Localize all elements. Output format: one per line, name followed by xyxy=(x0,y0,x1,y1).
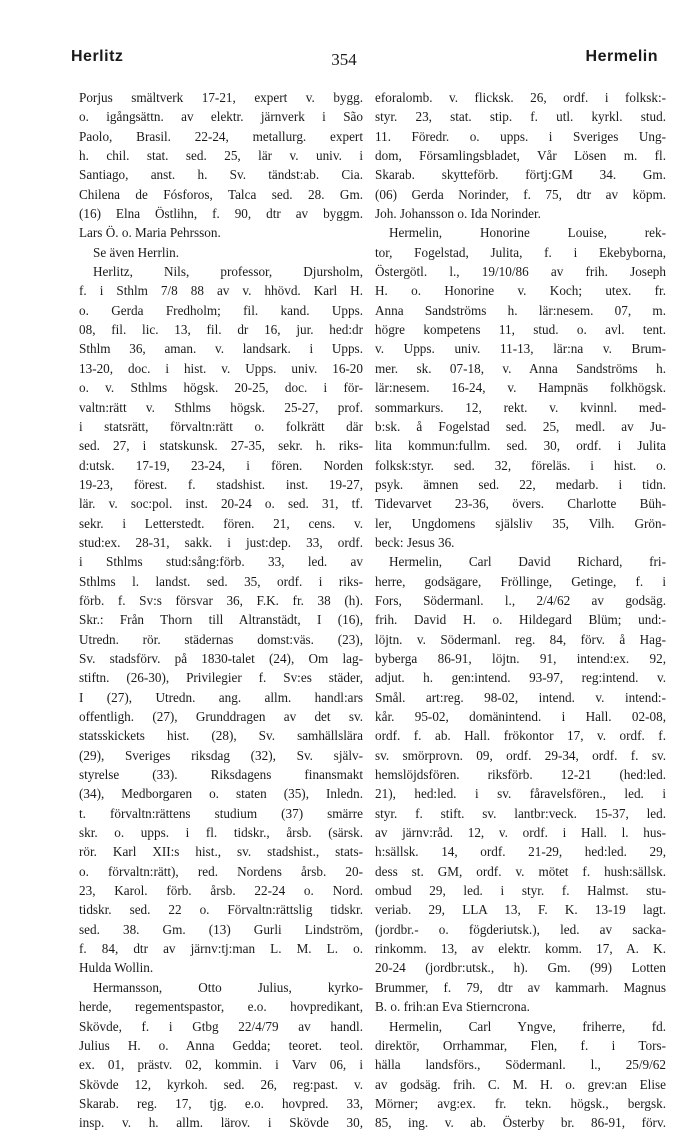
text-line: 19-23, förest. f. stadshist. inst. 19-27, xyxy=(79,476,363,492)
text-line: psyk. ämnen sed. 22, medarb. i tidn. xyxy=(375,476,666,492)
text-line: sekr. i Letterstedt. fören. 21, cens. v. xyxy=(79,515,363,531)
text-line: 85, ing. v. ab. Österby br. 86-91, förv. xyxy=(375,1115,666,1131)
text-line: 11. Föredr. o. upps. i Sveriges Ung- xyxy=(375,128,666,144)
text-line: h. chil. stat. sed. 25, lär v. univ. i xyxy=(79,148,363,164)
text-line: löjtn. v. Södermanl. reg. 84, förv. å Hag- xyxy=(375,631,666,647)
text-line: o. förvaltn:rätt), red. Nordens årsb. 20- xyxy=(79,863,363,879)
text-line: I (27), Utredn. ang. allm. handl:ars xyxy=(79,689,363,705)
text-line: 21), hed:led. i sv. fåravelsfören., led. i xyxy=(375,786,666,802)
text-line: mer. sk. 07-18, v. Anna Sandströms h. xyxy=(375,360,666,376)
text-line: Smål. art:reg. 98-02, intend. v. intend:- xyxy=(375,689,666,705)
text-line: Hermelin, Carl Yngve, friherre, fd. xyxy=(389,1018,666,1034)
text-line: styrelse (33). Riksdagens finansmakt xyxy=(79,767,363,783)
text-line: h:sällsk. 14, ordf. 21-29, hed:led. 29, xyxy=(375,844,666,860)
text-line: Hermelin, Carl David Richard, fri- xyxy=(389,554,666,570)
text-line: Herlitz, Nils, professor, Djursholm, xyxy=(93,264,363,280)
text-line: offentligh. (27), Grunddragen av det sv. xyxy=(79,709,363,724)
text-line: (16) Elna Östlihn, f. 90, dtr av byggm. xyxy=(79,206,363,222)
text-line: högre kompetens 11, stud. o. avl. tent. xyxy=(375,322,666,338)
text-line: Fors, Södermanl. l., 2/4/62 av godsäg. xyxy=(375,592,666,608)
text-line: hemslöjdsfören. riksförb. 12-21 (hed:led. xyxy=(375,767,666,783)
text-line: ordf. f. ab. Hall. frökontor 17, v. ordf. f. xyxy=(375,728,666,744)
text-line: statsskickets hist. (28), Sv. samhällslära xyxy=(79,728,363,744)
text-line: Skövde 12, kyrkoh. sed. 26, reg:past. v. xyxy=(79,1076,363,1092)
text-line: dom, Församlingsbladet, Vår Lösen m. fl. xyxy=(375,148,666,164)
text-line: sed. 38. Gm. (13) Gurli Lindström, xyxy=(79,921,363,937)
text-line: Hermelin, Honorine Louise, rek- xyxy=(389,225,666,241)
text-line: i statsrätt, förvaltn:rätt o. folkrätt där xyxy=(79,418,363,434)
text-line: rinkomm. 13, av elektr. komm. 17, A. K. xyxy=(375,941,666,957)
text-line: Mörner; avg:ex. fr. tekn. högsk., bergsk. xyxy=(375,1095,666,1111)
text-line: herde, regementspastor, e.o. hovpredikant, xyxy=(79,999,363,1015)
text-line: Sv. stadsförv. på 1830-talet (24), Om lag- xyxy=(79,650,363,666)
text-line: stiftn. (26-30), Privilegier f. Sv:es städer, xyxy=(79,670,363,686)
text-line: kår. 95-02, domänintend. i Hall. 02-08, xyxy=(375,709,666,724)
text-line: d:utsk. 17-19, 23-24, i fören. Norden xyxy=(79,457,363,473)
text-line: direktör, Orrhammar, Flen, f. i Tors- xyxy=(375,1037,666,1053)
text-line: rör. Karl XII:s hist., sv. stadshist., stats- xyxy=(79,844,363,860)
text-line: tidskr. sed. 22 o. Förvaltn:rättslig tidskr. xyxy=(79,902,363,918)
text-line: (jordbr.- o. fögderiutsk.), led. av sacka- xyxy=(375,921,666,937)
text-line: sed. 27, i statskunsk. 27-35, sekr. h. riks- xyxy=(79,438,363,454)
text-line: 13-20, doc. i hist. v. Upps. univ. 16-20 xyxy=(79,360,363,376)
text-line: Brummer, f. 79, dtr av kammarh. Magnus xyxy=(375,979,666,995)
text-line: sv. smörprovn. 09, ordf. 29-34, ordf. f. sv. xyxy=(375,747,666,763)
page-number: 354 xyxy=(331,50,357,69)
header-left-word: Herlitz xyxy=(71,48,124,65)
text-line: hälla landsförs., Södermanl. l., 25/9/62 xyxy=(375,1057,666,1073)
text-line: i Sthlms stud:sång:förb. 33, led. av xyxy=(79,554,363,570)
text-line: Chilena de Fósforos, Talca sed. 28. Gm. xyxy=(79,186,363,202)
text-line: Skr.: Från Thorn till Altranstädt, I (16), xyxy=(79,612,363,628)
text-line: o. Gerda Fredholm; fil. kand. Upps. xyxy=(79,302,363,318)
text-line: f. 84, dtr av järnv:tj:man L. M. L. o. xyxy=(79,941,363,957)
text-line: lär:nesem. 16-24, v. Hampnäs folkhögsk. xyxy=(375,380,666,396)
text-line: Santiago, anst. h. Sv. tändst:ab. Cia. xyxy=(79,167,363,183)
text-line: adjut. h. gen:intend. 93-97, reg:intend. v. xyxy=(375,670,666,686)
text-line: av järnv:råd. 12, v. ordf. i Hall. l. hus- xyxy=(375,825,666,841)
text-line: ex. 01, prästv. 02, kommin. i Varv 06, i xyxy=(79,1057,363,1073)
text-line: Se även Herrlin. xyxy=(93,244,180,260)
text-line: dess st. GM, ordf. v. mötet f. hush:sällsk. xyxy=(375,863,666,879)
header-right-word: Hermelin xyxy=(585,48,658,65)
text-line: eforalomb. v. flicksk. 26, ordf. i folksk:- xyxy=(375,90,666,105)
text-line: Anna Sandströms h. lär:nesem. 07, m. xyxy=(375,302,666,318)
text-line: valtn:rätt v. Sthlms högsk. 25-27, prof. xyxy=(79,399,363,415)
text-line: ombud 29, led. i styr. f. Halmst. stu- xyxy=(375,883,666,899)
text-line: lita kommun:fullm. sed. 30, ordf. i Julita xyxy=(375,438,666,454)
right-column xyxy=(375,88,666,1133)
text-line: 08, fil. lic. 13, fil. dr 16, jur. hed:dr xyxy=(79,322,363,338)
text-line: styr. f. stift. sv. lantbr:veck. 15-37, led. xyxy=(375,805,666,821)
text-line: Julius H. o. Anna Gedda; teoret. teol. xyxy=(79,1037,363,1053)
text-line: 23, Karol. förb. årsb. 22-24 o. Nord. xyxy=(79,883,363,899)
text-line: o. v. Sthlms högsk. 20-25, doc. i för- xyxy=(79,380,363,396)
text-line: tor, Fogelstad, Julita, f. i Ekebyborna, xyxy=(375,244,666,260)
text-line: Sthlms l. landst. sed. 35, ordf. i riks- xyxy=(79,573,363,589)
text-line: (34), Medborgaren o. staten (35), Inledn. xyxy=(79,786,363,802)
text-line: (06) Gerda Norinder, f. 75, dtr av köpm. xyxy=(375,186,666,202)
text-line: insp. v. h. allm. lärov. i Skövde 30, xyxy=(79,1115,363,1131)
text-line: herre, godsägare, Fröllinge, Getinge, f. i xyxy=(375,573,666,589)
text-line: Skarab. reg. 17, tjg. e.o. hovpred. 33, xyxy=(79,1095,363,1111)
text-line: Tidevarvet 23-36, övers. Charlotte Büh- xyxy=(375,496,666,512)
text-line: 20-24 (jordbr:utsk., h). Gm. (99) Lotten xyxy=(375,960,666,976)
text-line: folksk:styr. sed. 32, föreläs. i hist. o. xyxy=(375,457,666,473)
text-line: Porjus smältverk 17-21, expert v. bygg. xyxy=(79,90,363,105)
text-line: sommarkurs. 12, rekt. v. kvinnl. med- xyxy=(375,399,666,415)
text-line: Utredn. rör. städernas domst:väs. (23), xyxy=(79,631,363,647)
text-line: Sthlm 36, aman. v. landsark. i Upps. xyxy=(79,341,363,357)
text-line: Skarab. skytteförb. förtj:GM 34. Gm. xyxy=(375,167,666,183)
text-line: ler, Ungdomens själsliv 35, Vilh. Grön- xyxy=(375,515,666,531)
text-line: styr. 23, stat. stip. f. utl. kyrkl. stud. xyxy=(375,109,666,125)
left-column xyxy=(79,88,363,1133)
text-line: o. igångsättn. av elektr. järnverk i São xyxy=(79,109,363,125)
text-line: B. o. frih:an Eva Stierncrona. xyxy=(375,999,530,1015)
text-line: frih. David H. o. Hildegard Blüm; und:- xyxy=(375,612,666,628)
text-line: b:sk. å Fogelstad sed. 25, medl. av Ju- xyxy=(375,418,666,434)
text-line: förb. f. Sv:s försvar 36, F.K. fr. 38 (h). xyxy=(79,592,363,608)
text-line: stud:ex. 28-31, sakk. i just:dep. 33, ordf. xyxy=(79,534,363,550)
text-line: (29), Sveriges riksdag (32), Sv. själv- xyxy=(79,747,363,763)
text-line: Joh. Johansson o. Ida Norinder. xyxy=(375,206,541,222)
text-line: H. o. Honorine v. Koch; utex. fr. xyxy=(375,283,666,299)
text-line: byberga 86-91, löjtn. 91, intend:ex. 92, xyxy=(375,650,666,666)
text-line: veriab. 29, LLA 13, F. K. 13-19 lagt. xyxy=(375,902,666,918)
text-line: Paolo, Brasil. 22-24, metallurg. expert xyxy=(79,128,363,144)
text-line: Östergötl. l., 19/10/86 av frih. Joseph xyxy=(375,264,666,280)
text-line: v. Upps. univ. 11-13, lär:na v. Brum- xyxy=(375,341,666,357)
text-line: av godsäg. frih. C. M. H. o. grev:an Elise xyxy=(375,1076,666,1092)
text-line: t. förvaltn:rättens studium (37) smärre xyxy=(79,805,363,821)
text-line: Hulda Wollin. xyxy=(79,960,154,976)
text-line: Lars Ö. o. Maria Pehrsson. xyxy=(79,225,221,241)
text-line: lär. v. soc:pol. inst. 20-24 o. sed. 31, tf. xyxy=(79,496,363,512)
text-line: beck: Jesus 36. xyxy=(375,534,455,550)
text-line: Hermansson, Otto Julius, kyrko- xyxy=(93,979,363,995)
text-line: Skövde, f. i Gtbg 22/4/79 av handl. xyxy=(79,1018,363,1034)
running-header xyxy=(0,48,688,78)
text-line: f. i Sthlm 7/8 88 av v. hhövd. Karl H. xyxy=(79,283,363,299)
text-line: skr. o. upps. i fl. tidskr., årsb. (särsk. xyxy=(79,825,363,841)
